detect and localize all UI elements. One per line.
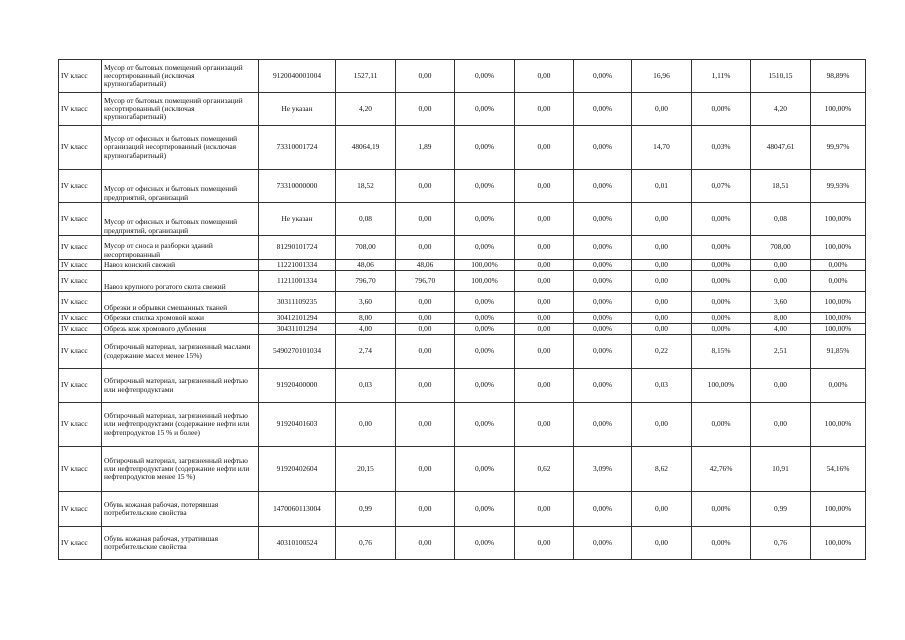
amount-cell: 20,15 xyxy=(336,447,396,492)
amount-cell: 4,00 xyxy=(336,324,396,335)
placed-percent-cell: 98,89% xyxy=(811,60,866,93)
used-cell: 48,06 xyxy=(396,260,455,271)
transferred-percent-cell: 0,00% xyxy=(692,324,751,335)
placed-cell: 48047,61 xyxy=(751,126,811,170)
class-cell: IV класс xyxy=(59,369,102,403)
waste-code-cell: 30412101294 xyxy=(259,313,336,324)
class-cell: IV класс xyxy=(59,260,102,271)
waste-code-cell: 73310001724 xyxy=(259,126,336,170)
neutralized-cell: 0,00 xyxy=(515,492,574,527)
used-percent-cell: 0,00% xyxy=(455,203,515,236)
table-row xyxy=(59,236,866,260)
waste-code-cell: 81290101724 xyxy=(259,236,336,260)
used-percent-cell: 0,00% xyxy=(455,527,515,560)
used-percent-cell: 0,00% xyxy=(455,492,515,527)
waste-code-cell: 11211001334 xyxy=(259,271,336,292)
placed-cell: 708,00 xyxy=(751,236,811,260)
placed-percent-cell: 100,00% xyxy=(811,324,866,335)
waste-name-cell: Мусор от офисных и бытовых помещений предприятий, организаций xyxy=(102,203,259,236)
waste-name-cell: Обрезки спилка хромовой кожи xyxy=(102,313,259,324)
placed-cell: 2,51 xyxy=(751,335,811,369)
neutralized-cell: 0,00 xyxy=(515,271,574,292)
neutralized-percent-cell: 0,00% xyxy=(574,170,632,203)
waste-code-cell: 11221001334 xyxy=(259,260,336,271)
neutralized-percent-cell: 0,00% xyxy=(574,292,632,313)
waste-name-cell: Мусор от офисных и бытовых помещений предприятий, организаций xyxy=(102,170,259,203)
neutralized-percent-cell: 0,00% xyxy=(574,403,632,447)
waste-name-cell: Обрезки и обрывки смешанных тканей xyxy=(102,292,259,313)
used-percent-cell: 0,00% xyxy=(455,93,515,126)
used-cell: 0,00 xyxy=(396,492,455,527)
placed-cell: 0,00 xyxy=(751,271,811,292)
table-row xyxy=(59,447,866,492)
used-cell: 0,00 xyxy=(396,313,455,324)
class-cell: IV класс xyxy=(59,203,102,236)
table-row xyxy=(59,335,866,369)
waste-name-cell: Обрезь кож хромового дубления xyxy=(102,324,259,335)
used-percent-cell: 0,00% xyxy=(455,126,515,170)
placed-cell: 0,76 xyxy=(751,527,811,560)
amount-cell: 18,52 xyxy=(336,170,396,203)
neutralized-percent-cell: 0,00% xyxy=(574,492,632,527)
amount-cell: 48064,19 xyxy=(336,126,396,170)
placed-cell: 0,00 xyxy=(751,369,811,403)
transferred-cell: 16,96 xyxy=(632,60,692,93)
transferred-percent-cell: 0,03% xyxy=(692,126,751,170)
waste-name-cell: Обувь кожаная рабочая, утратившая потребительские свойства xyxy=(102,527,259,560)
used-percent-cell: 0,00% xyxy=(455,324,515,335)
neutralized-percent-cell: 0,00% xyxy=(574,236,632,260)
transferred-cell: 0,00 xyxy=(632,492,692,527)
neutralized-cell: 0,00 xyxy=(515,324,574,335)
transferred-cell: 0,00 xyxy=(632,93,692,126)
used-cell: 0,00 xyxy=(396,60,455,93)
waste-name-cell: Мусор от бытовых помещений организаций несортированный (исключая крупногабаритный) xyxy=(102,93,259,126)
neutralized-percent-cell: 0,00% xyxy=(574,369,632,403)
placed-percent-cell: 99,93% xyxy=(811,170,866,203)
transferred-cell: 0,00 xyxy=(632,271,692,292)
placed-cell: 0,08 xyxy=(751,203,811,236)
used-cell: 1,89 xyxy=(396,126,455,170)
used-cell: 0,00 xyxy=(396,447,455,492)
waste-name-cell: Мусор от бытовых помещений организаций несортированный (исключая крупногабаритный) xyxy=(102,60,259,93)
neutralized-cell: 0,00 xyxy=(515,60,574,93)
neutralized-percent-cell: 0,00% xyxy=(574,126,632,170)
placed-cell: 10,91 xyxy=(751,447,811,492)
neutralized-percent-cell: 0,00% xyxy=(574,271,632,292)
used-percent-cell: 0,00% xyxy=(455,292,515,313)
transferred-cell: 0,00 xyxy=(632,527,692,560)
placed-percent-cell: 100,00% xyxy=(811,403,866,447)
transferred-percent-cell: 100,00% xyxy=(692,369,751,403)
waste-code-cell: Не указан xyxy=(259,93,336,126)
used-cell: 0,00 xyxy=(396,292,455,313)
neutralized-percent-cell: 3,09% xyxy=(574,447,632,492)
neutralized-percent-cell: 0,00% xyxy=(574,324,632,335)
placed-cell: 0,99 xyxy=(751,492,811,527)
neutralized-percent-cell: 0,00% xyxy=(574,313,632,324)
table-body xyxy=(59,60,866,560)
placed-percent-cell: 100,00% xyxy=(811,203,866,236)
transferred-cell: 8,62 xyxy=(632,447,692,492)
neutralized-cell: 0,00 xyxy=(515,203,574,236)
class-cell: IV класс xyxy=(59,170,102,203)
waste-code-cell: 73310000000 xyxy=(259,170,336,203)
neutralized-percent-cell: 0,00% xyxy=(574,335,632,369)
used-cell: 0,00 xyxy=(396,236,455,260)
table-row xyxy=(59,324,866,335)
waste-code-cell: 40310100524 xyxy=(259,527,336,560)
transferred-percent-cell: 0,00% xyxy=(692,403,751,447)
used-cell: 0,00 xyxy=(396,527,455,560)
neutralized-cell: 0,00 xyxy=(515,527,574,560)
used-percent-cell: 0,00% xyxy=(455,60,515,93)
waste-name-cell: Мусор от сноса и разборки зданий несортированный xyxy=(102,236,259,260)
table-row xyxy=(59,369,866,403)
transferred-cell: 0,00 xyxy=(632,236,692,260)
neutralized-cell: 0,00 xyxy=(515,93,574,126)
transferred-cell: 0,00 xyxy=(632,292,692,313)
amount-cell: 8,00 xyxy=(336,313,396,324)
waste-code-cell: 30311109235 xyxy=(259,292,336,313)
neutralized-cell: 0,00 xyxy=(515,369,574,403)
table-row xyxy=(59,271,866,292)
placed-cell: 4,20 xyxy=(751,93,811,126)
used-cell: 0,00 xyxy=(396,369,455,403)
neutralized-cell: 0,00 xyxy=(515,170,574,203)
waste-table xyxy=(58,59,866,560)
amount-cell: 796,70 xyxy=(336,271,396,292)
table-row xyxy=(59,203,866,236)
used-percent-cell: 100,00% xyxy=(455,260,515,271)
amount-cell: 3,60 xyxy=(336,292,396,313)
used-cell: 0,00 xyxy=(396,203,455,236)
class-cell: IV класс xyxy=(59,60,102,93)
waste-code-cell: 91920402604 xyxy=(259,447,336,492)
neutralized-cell: 0,62 xyxy=(515,447,574,492)
waste-code-cell: 9120040001004 xyxy=(259,60,336,93)
transferred-cell: 0,00 xyxy=(632,260,692,271)
transferred-percent-cell: 0,00% xyxy=(692,236,751,260)
neutralized-percent-cell: 0,00% xyxy=(574,203,632,236)
placed-percent-cell: 100,00% xyxy=(811,236,866,260)
placed-percent-cell: 100,00% xyxy=(811,492,866,527)
neutralized-cell: 0,00 xyxy=(515,236,574,260)
amount-cell: 1527,11 xyxy=(336,60,396,93)
used-percent-cell: 0,00% xyxy=(455,403,515,447)
class-cell: IV класс xyxy=(59,292,102,313)
class-cell: IV класс xyxy=(59,126,102,170)
placed-percent-cell: 100,00% xyxy=(811,527,866,560)
table-row xyxy=(59,170,866,203)
used-cell: 0,00 xyxy=(396,170,455,203)
amount-cell: 0,00 xyxy=(336,403,396,447)
waste-name-cell: Мусор от офисных и бытовых помещений организаций несортированный (исключая крупногабаритный) xyxy=(102,126,259,170)
class-cell: IV класс xyxy=(59,335,102,369)
placed-cell: 3,60 xyxy=(751,292,811,313)
placed-cell: 1510,15 xyxy=(751,60,811,93)
used-percent-cell: 0,00% xyxy=(455,313,515,324)
placed-percent-cell: 100,00% xyxy=(811,313,866,324)
placed-percent-cell: 54,16% xyxy=(811,447,866,492)
transferred-percent-cell: 0,00% xyxy=(692,313,751,324)
waste-code-cell: Не указан xyxy=(259,203,336,236)
transferred-percent-cell: 42,76% xyxy=(692,447,751,492)
used-cell: 0,00 xyxy=(396,324,455,335)
table-row xyxy=(59,492,866,527)
placed-cell: 8,00 xyxy=(751,313,811,324)
class-cell: IV класс xyxy=(59,527,102,560)
used-percent-cell: 0,00% xyxy=(455,335,515,369)
class-cell: IV класс xyxy=(59,236,102,260)
placed-percent-cell: 0,00% xyxy=(811,260,866,271)
table-row xyxy=(59,93,866,126)
waste-code-cell: 91920400000 xyxy=(259,369,336,403)
class-cell: IV класс xyxy=(59,447,102,492)
transferred-cell: 0,00 xyxy=(632,403,692,447)
table-row xyxy=(59,292,866,313)
neutralized-cell: 0,00 xyxy=(515,403,574,447)
placed-cell: 18,51 xyxy=(751,170,811,203)
amount-cell: 0,76 xyxy=(336,527,396,560)
class-cell: IV класс xyxy=(59,93,102,126)
placed-percent-cell: 0,00% xyxy=(811,369,866,403)
waste-name-cell: Навоз крупного рогатого скота свежий xyxy=(102,271,259,292)
waste-name-cell: Обтирочный материал, загрязненный нефтью или нефтепродуктами (содержание нефти или нефтепродуктов менее 15 %) xyxy=(102,447,259,492)
transferred-percent-cell: 0,00% xyxy=(692,492,751,527)
transferred-cell: 0,00 xyxy=(632,324,692,335)
neutralized-cell: 0,00 xyxy=(515,292,574,313)
transferred-percent-cell: 0,07% xyxy=(692,170,751,203)
transferred-percent-cell: 0,00% xyxy=(692,271,751,292)
placed-percent-cell: 100,00% xyxy=(811,292,866,313)
neutralized-cell: 0,00 xyxy=(515,260,574,271)
transferred-cell: 0,01 xyxy=(632,170,692,203)
waste-name-cell: Обтирочный материал, загрязненный нефтью или нефтепродуктами (содержание нефти или нефтепродуктов 15 % и более) xyxy=(102,403,259,447)
used-percent-cell: 0,00% xyxy=(455,447,515,492)
amount-cell: 0,03 xyxy=(336,369,396,403)
used-percent-cell: 0,00% xyxy=(455,369,515,403)
waste-code-cell: 5490270101034 xyxy=(259,335,336,369)
amount-cell: 2,74 xyxy=(336,335,396,369)
transferred-percent-cell: 0,00% xyxy=(692,203,751,236)
table-row xyxy=(59,403,866,447)
transferred-percent-cell: 0,00% xyxy=(692,93,751,126)
neutralized-percent-cell: 0,00% xyxy=(574,527,632,560)
used-cell: 796,70 xyxy=(396,271,455,292)
amount-cell: 4,20 xyxy=(336,93,396,126)
transferred-cell: 0,22 xyxy=(632,335,692,369)
transferred-cell: 14,70 xyxy=(632,126,692,170)
transferred-percent-cell: 0,00% xyxy=(692,260,751,271)
transferred-percent-cell: 0,00% xyxy=(692,292,751,313)
placed-percent-cell: 99,97% xyxy=(811,126,866,170)
table-row xyxy=(59,260,866,271)
amount-cell: 48,06 xyxy=(336,260,396,271)
class-cell: IV класс xyxy=(59,271,102,292)
used-percent-cell: 0,00% xyxy=(455,236,515,260)
neutralized-cell: 0,00 xyxy=(515,126,574,170)
waste-name-cell: Обтирочный материал, загрязненный маслами (содержание масел менее 15%) xyxy=(102,335,259,369)
transferred-percent-cell: 0,00% xyxy=(692,527,751,560)
waste-code-cell: 30431101294 xyxy=(259,324,336,335)
placed-percent-cell: 91,85% xyxy=(811,335,866,369)
neutralized-percent-cell: 0,00% xyxy=(574,260,632,271)
waste-name-cell: Обтирочный материал, загрязненный нефтью или нефтепродуктами xyxy=(102,369,259,403)
transferred-cell: 0,00 xyxy=(632,313,692,324)
waste-name-cell: Навоз конский свежий xyxy=(102,260,259,271)
class-cell: IV класс xyxy=(59,492,102,527)
amount-cell: 0,99 xyxy=(336,492,396,527)
placed-cell: 0,00 xyxy=(751,403,811,447)
used-percent-cell: 0,00% xyxy=(455,170,515,203)
neutralized-cell: 0,00 xyxy=(515,313,574,324)
used-percent-cell: 100,00% xyxy=(455,271,515,292)
placed-cell: 0,00 xyxy=(751,260,811,271)
transferred-cell: 0,00 xyxy=(632,203,692,236)
neutralized-percent-cell: 0,00% xyxy=(574,60,632,93)
transferred-percent-cell: 8,15% xyxy=(692,335,751,369)
placed-percent-cell: 0,00% xyxy=(811,271,866,292)
neutralized-cell: 0,00 xyxy=(515,335,574,369)
transferred-cell: 0,03 xyxy=(632,369,692,403)
waste-name-cell: Обувь кожаная рабочая, потерявшая потребительские свойства xyxy=(102,492,259,527)
table-row xyxy=(59,126,866,170)
neutralized-percent-cell: 0,00% xyxy=(574,93,632,126)
table-row xyxy=(59,313,866,324)
table-row xyxy=(59,527,866,560)
class-cell: IV класс xyxy=(59,313,102,324)
table-row xyxy=(59,60,866,93)
placed-cell: 4,00 xyxy=(751,324,811,335)
class-cell: IV класс xyxy=(59,403,102,447)
amount-cell: 0,08 xyxy=(336,203,396,236)
used-cell: 0,00 xyxy=(396,403,455,447)
waste-code-cell: 91920401603 xyxy=(259,403,336,447)
used-cell: 0,00 xyxy=(396,93,455,126)
used-cell: 0,00 xyxy=(396,335,455,369)
placed-percent-cell: 100,00% xyxy=(811,93,866,126)
waste-code-cell: 1470060113004 xyxy=(259,492,336,527)
transferred-percent-cell: 1,11% xyxy=(692,60,751,93)
class-cell: IV класс xyxy=(59,324,102,335)
amount-cell: 708,00 xyxy=(336,236,396,260)
